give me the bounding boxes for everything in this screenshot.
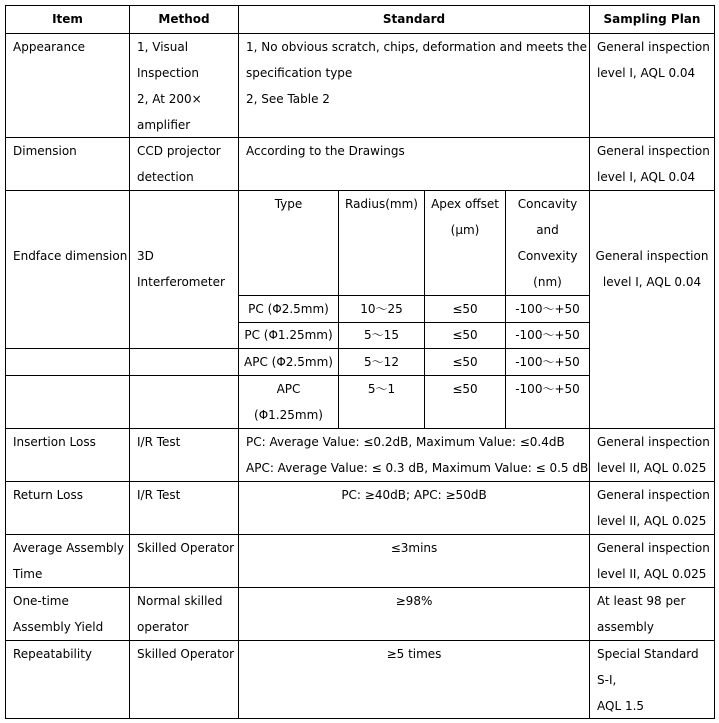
yield-sampling-line: At least 98 per (597, 594, 686, 608)
subtable-cell-radius: 10～25 (360, 302, 403, 316)
subtable-cell-apex: ≤50 (452, 355, 478, 369)
subtable-header-apex: Apex offset (431, 197, 499, 211)
header-standard: Standard (382, 12, 446, 26)
repeatability-method: Skilled Operator (137, 647, 235, 661)
assembly-time-item-line: Average Assembly (13, 541, 124, 555)
repeatability-sampling-line: S-I, (597, 673, 617, 687)
insertion-standard-line: PC: Average Value: ≤0.2dB, Maximum Value: ≤0.4dB (246, 435, 565, 449)
return-sampling-line: level II, AQL 0.025 (597, 514, 707, 528)
subtable-header-concavity: and (536, 223, 559, 237)
header-method: Method (158, 12, 210, 26)
yield-standard: ≥98% (395, 594, 433, 608)
appearance-item: Appearance (13, 40, 86, 54)
column-divider (129, 5, 130, 719)
subtable-cell-type: (Φ1.25mm) (254, 408, 323, 422)
subtable-header-concavity: Concavity (517, 197, 578, 211)
repeatability-sampling-line: Special Standard (597, 647, 699, 661)
subtable-cell-concavity: -100～+50 (515, 302, 580, 316)
assembly-time-standard: ≤3mins (390, 541, 438, 555)
appearance-standard-line: 2, See Table 2 (246, 92, 330, 106)
subtable-cell-apex: ≤50 (452, 328, 478, 342)
appearance-method-line: 2, At 200× (137, 92, 202, 106)
insertion-sampling-line: level II, AQL 0.025 (597, 461, 707, 475)
subtable-header-concavity: Convexity (517, 249, 578, 263)
appearance-method-line: amplifier (137, 118, 191, 132)
subtable-cell-type: APC (Φ2.5mm) (244, 355, 333, 369)
appearance-sampling-line: level I, AQL 0.04 (597, 66, 696, 80)
subtable-cell-apex: ≤50 (452, 382, 478, 396)
header-item: Item (52, 12, 83, 26)
assembly-time-method: Skilled Operator (137, 541, 235, 555)
insertion-item: Insertion Loss (13, 435, 96, 449)
return-method: I/R Test (137, 488, 181, 502)
assembly-time-sampling-line: General inspection (597, 541, 710, 555)
table-border-left (5, 5, 6, 719)
appearance-standard-line: specification type (246, 66, 353, 80)
subtable-header-concavity-unit: (nm) (533, 275, 562, 289)
subtable-cell-concavity: -100～+50 (515, 328, 580, 342)
repeatability-sampling-line: AQL 1.5 (597, 699, 645, 713)
return-sampling-line: General inspection (597, 488, 710, 502)
subtable-header-type: Type (274, 197, 303, 211)
repeatability-standard: ≥5 times (386, 647, 442, 661)
yield-sampling-line: assembly (597, 620, 654, 634)
appearance-method-line: Inspection (137, 66, 199, 80)
insertion-method: I/R Test (137, 435, 181, 449)
endface-sampling-line: General inspection (595, 249, 709, 263)
subtable-header-radius: Radius(mm) (345, 197, 418, 211)
dimension-item: Dimension (13, 144, 77, 158)
column-divider (589, 5, 590, 719)
insertion-sampling-line: General inspection (597, 435, 710, 449)
insertion-standard-line: APC: Average Value: ≤ 0.3 dB, Maximum Value: ≤ 0.5 dB (246, 461, 589, 475)
appearance-standard-line: 1, No obvious scratch, chips, deformation and meets the (246, 40, 587, 54)
yield-method-line: Normal skilled (137, 594, 223, 608)
dimension-sampling-line: General inspection (597, 144, 710, 158)
appearance-method-line: 1, Visual (137, 40, 189, 54)
dimension-sampling-line: level I, AQL 0.04 (597, 170, 696, 184)
endface-sampling-line: level I, AQL 0.04 (602, 275, 702, 289)
table-border-right (714, 5, 715, 719)
subtable-cell-concavity: -100～+50 (515, 382, 580, 396)
dimension-method-line: CCD projector (137, 144, 221, 158)
endface-method-line: 3D (137, 249, 154, 263)
appearance-sampling-line: General inspection (597, 40, 710, 54)
return-standard: PC: ≥40dB; APC: ≥50dB (341, 488, 487, 502)
yield-method-line: operator (137, 620, 189, 634)
assembly-time-item-line: Time (13, 567, 43, 581)
yield-item-line: One-time (13, 594, 69, 608)
yield-item-line: Assembly Yield (13, 620, 104, 634)
subtable-cell-radius: 5～15 (364, 328, 399, 342)
header-sampling-plan: Sampling Plan (603, 12, 701, 26)
repeatability-item: Repeatability (13, 647, 93, 661)
dimension-method-line: detection (137, 170, 194, 184)
subtable-cell-type: PC (Φ1.25mm) (244, 328, 333, 342)
endface-method-line: Interferometer (137, 275, 225, 289)
subtable-cell-radius: 5～1 (367, 382, 396, 396)
subtable-cell-type: PC (Φ2.5mm) (248, 302, 329, 316)
endface-item: Endface dimension (13, 249, 128, 263)
subtable-cell-apex: ≤50 (452, 302, 478, 316)
subtable-cell-type: APC (276, 382, 301, 396)
subtable-cell-concavity: -100～+50 (515, 355, 580, 369)
return-item: Return Loss (13, 488, 83, 502)
subtable-header-apex-unit: (μm) (450, 223, 480, 237)
assembly-time-sampling-line: level II, AQL 0.025 (597, 567, 707, 581)
dimension-standard: According to the Drawings (246, 144, 405, 158)
subtable-cell-radius: 5～12 (364, 355, 399, 369)
